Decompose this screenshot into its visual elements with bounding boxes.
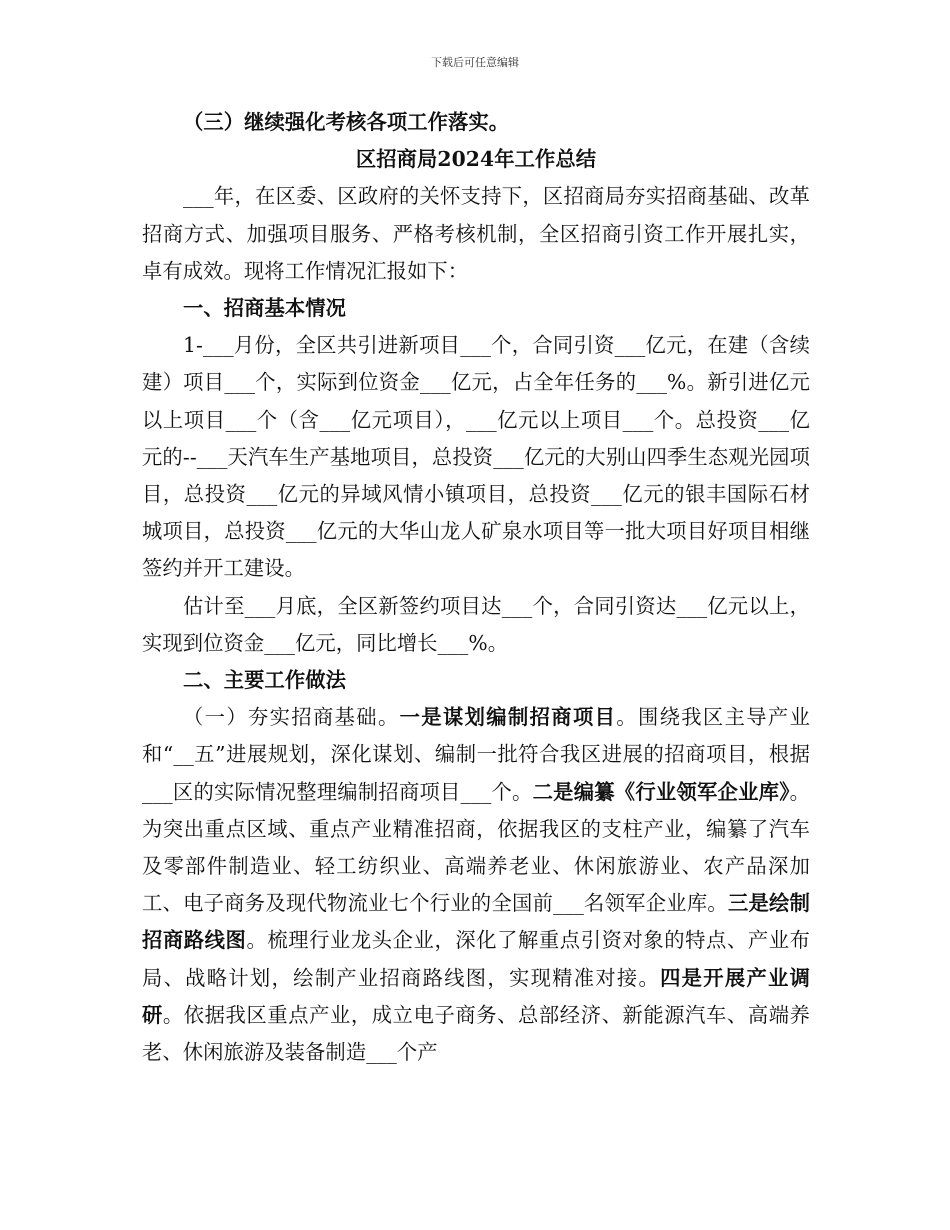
document-body [142,104,810,1071]
practice-point-2: 二是编纂《行业领军企业库》 [532,779,790,804]
practice-point-1: 一是谋划编制招商项目 [399,705,617,730]
practice-text-3: 。梳理行业龙头企业，深化了解重点引资对象的特点、产业布局、战略计划，绘制产业招商路线图，实现精准对接。 [142,928,810,990]
section-heading-1: 一、招商基本情况 [183,296,347,321]
practice-lead: （一）夯实招商基础。 [183,705,400,730]
page-header: 下载后可任意编辑 [431,56,519,69]
paragraph-practices [142,699,810,1071]
paragraph-basic-situation: 1-___月份，全区共引进新项目___个，合同引资___亿元，在建（含续建）项目___个，实际到位资金___亿元，占全年任务的___%。新引进亿元以上项目___个（含___亿元项目），___亿元以上项目___个。总投资___亿元的--___天汽车生产基地项目，总投资___亿元的大别山四季生态观光园项目，总投资___亿元的异域风情小镇项目，总投资___亿元的银丰国际石材城项目，总投资___亿元的大华山龙人矿泉水项目等一批大项目好项目相继签约并开工建设。 [142,333,810,581]
paragraph-estimate: 估计至___月底，全区新签约项目达___个，合同引资达___亿元以上，实现到位资金___亿元，同比增长___%。 [142,593,810,655]
practice-point-3: 三是绘制招商路线图 [142,891,810,953]
practice-text-4: 。依据我区重点产业，成立电子商务、总部经济、新能源汽车、高端养老、休闲旅游及装备制造___个产 [142,1002,810,1065]
document-title: 区招商局2024年工作总结 [355,147,597,172]
intro-paragraph: ___年，在区委、区政府的关怀支持下，区招商局夯实招商基础、改革招商方式、加强项目服务、严格考核机制，全区招商引资工作开展扎实，卓有成效。现将工作情况汇报如下： [142,184,810,283]
section-heading-2: 二、主要工作做法 [183,668,347,693]
practice-point-4: 四是开展产业调研 [142,965,810,1027]
practice-text-2: 。为突出重点区域、重点产业精准招商，依据我区的支柱产业，编纂了汽车及零部件制造业、轻工纺织业、高端养老业、休闲旅游业、农产品深加工、电子商务及现代物流业七个行业的全国前___名领军企业库。 [142,779,810,916]
previous-section-heading: （三）继续强化考核各项工作落实。 [183,110,510,134]
practice-text-1: 。围绕我区主导产业和“__五”进展规划，深化谋划、编制一批符合我区进展的招商项目，根据___区的实际情况整理编制招商项目___个。 [142,705,810,804]
